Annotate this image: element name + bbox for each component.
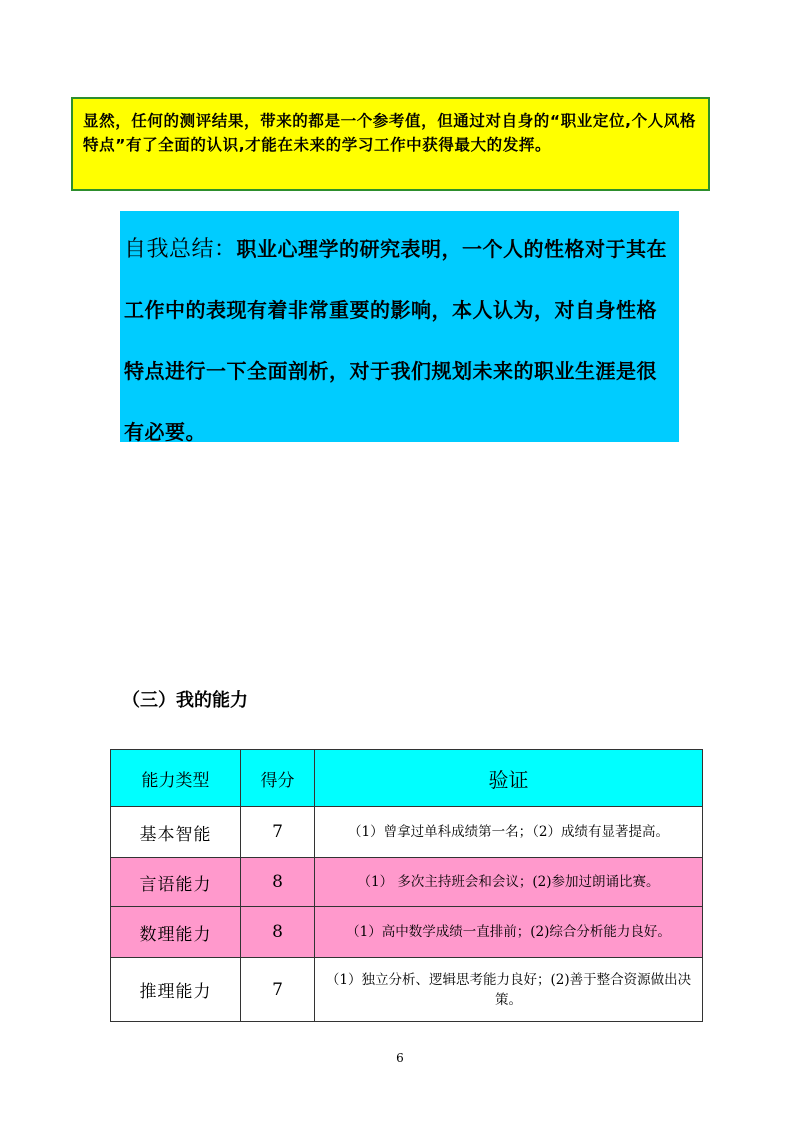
verification-cell: （1） 多次主持班会和会议；(2)参加过朗诵比赛。 <box>315 858 703 907</box>
table-row <box>111 858 703 907</box>
ability-type-cell: 基本智能 <box>111 807 241 858</box>
ability-type-cell: 推理能力 <box>111 958 241 1022</box>
header-ability-type: 能力类型 <box>111 750 241 807</box>
header-verification: 验证 <box>315 750 703 807</box>
verification-cell: （1）曾拿过单科成绩第一名；（2）成绩有显著提高。 <box>315 807 703 858</box>
header-score: 得分 <box>241 750 315 807</box>
score-cell: 8 <box>241 858 315 907</box>
section-heading: （三）我的能力 <box>122 690 248 711</box>
table-header-row <box>111 750 703 807</box>
conclusion-text: 显然，任何的测评结果，带来的都是一个参考值，但通过对自身的“职业定位,个人风格特点”有了全面的认识,才能在未来的学习工作中获得最大的发挥。 <box>83 112 696 154</box>
ability-type-cell: 数理能力 <box>111 907 241 958</box>
verification-cell: （1）独立分析、逻辑思考能力良好；(2)善于整合资源做出决策。 <box>315 958 703 1022</box>
score-cell: 7 <box>241 807 315 858</box>
table-row <box>111 807 703 858</box>
score-cell: 8 <box>241 907 315 958</box>
verification-cell: （1）高中数学成绩一直排前；(2)综合分析能力良好。 <box>315 907 703 958</box>
ability-table <box>110 749 703 1022</box>
score-cell: 7 <box>241 958 315 1022</box>
table-row <box>111 907 703 958</box>
self-summary-box <box>120 211 679 442</box>
self-summary-body: 职业心理学的研究表明，一个人的性格对于其在工作中的表现有着非常重要的影响，本人认为，对自身性格特点进行一下全面剖析，对于我们规划未来的职业生涯是很有必要。 <box>124 237 668 444</box>
table-row <box>111 958 703 1022</box>
ability-type-cell: 言语能力 <box>111 858 241 907</box>
self-summary-lead: 自我总结： <box>124 237 237 262</box>
conclusion-note <box>71 97 710 191</box>
page-number: 6 <box>396 1051 404 1065</box>
